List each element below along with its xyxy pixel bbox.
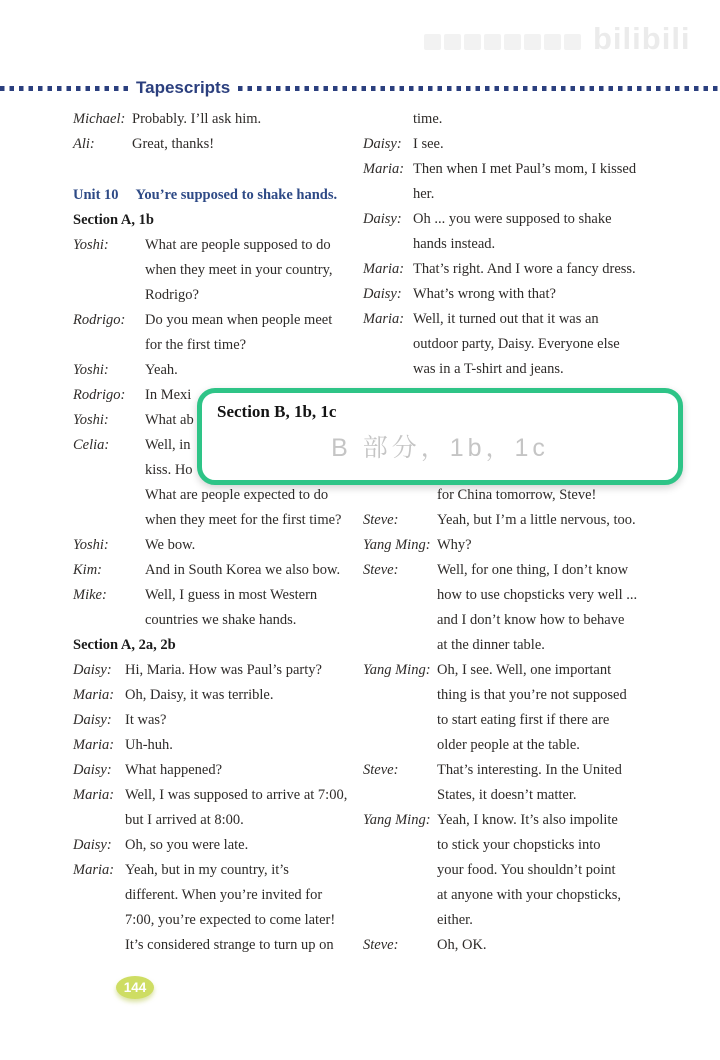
dialogue-line: Do you mean when people meet — [145, 312, 333, 328]
dialogue-row — [363, 107, 708, 132]
dialogue-row — [73, 558, 373, 583]
speaker-name: Steve: — [363, 937, 399, 953]
dialogue-lines — [145, 533, 373, 558]
dialogue-line: thing is that you’re not supposed — [437, 687, 627, 703]
dialogue-row — [363, 508, 708, 533]
unit-header — [73, 183, 373, 208]
speaker-name: Maria: — [363, 261, 405, 277]
dialogue-line: Why? — [437, 537, 472, 553]
dialogue-line: your food. You shouldn’t point — [437, 862, 616, 878]
dialogue-row — [363, 933, 708, 958]
dialogue-line: 7:00, you’re expected to come later! — [125, 912, 336, 928]
dialogue-line: Uh-huh. — [125, 737, 173, 753]
dialogue-lines — [413, 107, 708, 132]
dialogue-lines — [132, 107, 373, 132]
speaker-name: Yang Ming: — [363, 812, 431, 828]
dialogue-lines — [125, 708, 373, 733]
speaker-name: Daisy: — [73, 837, 112, 853]
speaker-name: Yoshi: — [73, 412, 109, 428]
speaker-name: Yang Ming: — [363, 662, 431, 678]
dialogue-line: Well, I guess in most Western — [145, 587, 318, 603]
watermark-blur-blocks — [424, 34, 581, 50]
speaker-name: Daisy: — [363, 136, 402, 152]
dotted-line-right — [238, 86, 720, 91]
dialogue-row — [73, 583, 373, 633]
dialogue-lines — [437, 808, 708, 933]
dialogue-row — [363, 483, 708, 508]
watermark — [424, 21, 691, 57]
dialogue-line: That’s interesting. In the United — [437, 762, 622, 778]
popup-title: Section B, 1b, 1c — [217, 402, 337, 421]
dialogue-line: I see. — [413, 136, 444, 152]
dialogue-row — [73, 833, 373, 858]
dialogue-row — [363, 157, 708, 207]
popup-card — [197, 388, 683, 485]
left-column — [73, 107, 373, 958]
dialogue-row — [363, 132, 708, 157]
dialogue-line: What ab — [145, 412, 194, 428]
dialogue-lines — [145, 308, 373, 358]
dialogue-line: Oh, so you were late. — [125, 837, 249, 853]
speaker-name: Celia: — [73, 437, 110, 453]
dialogue-lines — [413, 157, 708, 207]
dialogue-lines — [125, 758, 373, 783]
speaker-name: Steve: — [363, 562, 399, 578]
dialogue-row — [73, 358, 373, 383]
speaker-name — [363, 483, 437, 508]
dialogue-line: Oh, I see. Well, one important — [437, 662, 612, 678]
speaker-name — [363, 107, 413, 132]
dialogue-lines — [413, 207, 708, 257]
speaker-name: Maria: — [73, 737, 115, 753]
section-header: Section A, 1b — [73, 212, 154, 228]
watermark-glyph-block — [544, 34, 561, 50]
speaker-name: Maria: — [73, 862, 115, 878]
dialogue-line: either. — [437, 912, 473, 928]
dialogue-row — [73, 233, 373, 308]
dialogue-lines — [125, 833, 373, 858]
dialogue-line: Then when I met Paul’s mom, I kissed — [413, 161, 637, 177]
dialogue-row — [73, 308, 373, 358]
speaker-name: Maria: — [73, 787, 115, 803]
dialogue-lines — [145, 583, 373, 633]
dialogue-line: but I arrived at 8:00. — [125, 812, 244, 828]
dialogue-line: when they meet for the first time? — [145, 512, 342, 528]
speaker-name: Mike: — [73, 587, 107, 603]
dialogue-row — [73, 658, 373, 683]
dialogue-lines — [413, 307, 708, 382]
speaker-name: Maria: — [363, 161, 405, 177]
dialogue-line: Oh, Daisy, it was terrible. — [125, 687, 274, 703]
dialogue-line: when they meet in your country, — [145, 262, 333, 278]
dialogue-line: at anyone with your chopsticks, — [437, 887, 622, 903]
speaker-name: Steve: — [363, 762, 399, 778]
speaker-name: Ali: — [73, 136, 95, 152]
dialogue-line: and I don’t know how to behave — [437, 612, 625, 628]
dialogue-line: Probably. I’ll ask him. — [132, 111, 262, 127]
dialogue-row — [73, 858, 373, 958]
dialogue-line: Well, for one thing, I don’t know — [437, 562, 629, 578]
speaker-name: Steve: — [363, 512, 399, 528]
dialogue-line: Yeah, but I’m a little nervous, too. — [437, 512, 636, 528]
dialogue-row — [363, 808, 708, 933]
dialogue-lines — [132, 132, 373, 157]
dialogue-line: Well, in — [145, 437, 191, 453]
dialogue-line: hands instead. — [413, 236, 496, 252]
dialogue-lines — [125, 733, 373, 758]
dialogue-lines — [125, 858, 373, 958]
dialogue-line: Well, it turned out that it was an — [413, 311, 599, 327]
dialogue-row — [73, 132, 373, 157]
dialogue-line: how to use chopsticks very well ... — [437, 587, 638, 603]
dialogue-line: to start eating first if there are — [437, 712, 610, 728]
dialogue-lines — [413, 257, 708, 282]
dialogue-line: States, it doesn’t matter. — [437, 787, 577, 803]
dialogue-line: to stick your chopsticks into — [437, 837, 601, 853]
dialogue-line: Oh, OK. — [437, 937, 487, 953]
dialogue-line: outdoor party, Daisy. Everyone else — [413, 336, 620, 352]
watermark-glyph-block — [564, 34, 581, 50]
dialogue-lines — [437, 558, 708, 658]
dialogue-row — [73, 783, 373, 833]
dialogue-lines — [437, 758, 708, 808]
dialogue-lines — [437, 533, 708, 558]
speaker-name: Daisy: — [363, 286, 402, 302]
tapescripts-heading: Tapescripts — [136, 78, 231, 97]
dialogue-line: different. When you’re invited for — [125, 887, 323, 903]
watermark-glyph-block — [464, 34, 481, 50]
page-number-badge: 144 — [116, 976, 154, 999]
dialogue-row — [73, 758, 373, 783]
dialogue-lines — [125, 683, 373, 708]
dialogue-line: Yeah. — [145, 362, 178, 378]
unit-number: Unit 10 — [73, 187, 119, 203]
speaker-name: Rodrigo: — [73, 312, 126, 328]
dialogue-line: for China tomorrow, Steve! — [437, 487, 597, 503]
dialogue-row — [363, 307, 708, 382]
dialogue-lines — [145, 358, 373, 383]
dialogue-row — [363, 257, 708, 282]
speaker-name: Daisy: — [363, 211, 402, 227]
dialogue-line: was in a T-shirt and jeans. — [413, 361, 564, 377]
watermark-glyph-block — [524, 34, 541, 50]
speaker-name: Kim: — [73, 562, 102, 578]
dialogue-row — [363, 282, 708, 307]
speaker-name: Daisy: — [73, 712, 112, 728]
dialogue-lines — [437, 508, 708, 533]
dialogue-line: Great, thanks! — [132, 136, 215, 152]
speaker-name: Maria: — [363, 311, 405, 327]
watermark-glyph-block — [444, 34, 461, 50]
bilibili-watermark-logo: bilibili — [593, 21, 691, 56]
tapescripts-rule — [0, 80, 720, 96]
dialogue-row — [73, 733, 373, 758]
dialogue-line: What are people supposed to do — [145, 237, 331, 253]
speaker-name: Yoshi: — [73, 362, 109, 378]
dialogue-lines — [437, 933, 708, 958]
unit-title: You’re supposed to shake hands. — [135, 187, 338, 203]
speaker-name: Yoshi: — [73, 537, 109, 553]
speaker-name: Yoshi: — [73, 237, 109, 253]
dialogue-line: Yeah, but in my country, it’s — [125, 862, 289, 878]
speaker-name: Michael: — [73, 111, 126, 127]
dialogue-line: What’s wrong with that? — [413, 286, 556, 302]
speaker-name: Maria: — [73, 687, 115, 703]
dialogue-line: for the first time? — [145, 337, 247, 353]
dialogue-line: her. — [413, 186, 435, 202]
dialogue-row — [73, 708, 373, 733]
dialogue-line: What are people expected to do — [145, 487, 329, 503]
right-column — [363, 107, 708, 958]
dialogue-row — [363, 533, 708, 558]
dialogue-lines — [437, 483, 708, 508]
dialogue-line: kiss. Ho — [145, 462, 193, 478]
watermark-glyph-block — [484, 34, 501, 50]
dialogue-lines — [145, 558, 373, 583]
dialogue-line: In Mexi — [145, 387, 192, 403]
speaker-name: Rodrigo: — [73, 387, 126, 403]
dialogue-line: Yeah, I know. It’s also impolite — [437, 812, 618, 828]
dialogue-line: Hi, Maria. How was Paul’s party? — [125, 662, 322, 678]
dialogue-line: Well, I was supposed to arrive at 7:00, — [125, 787, 348, 803]
dotted-line-left — [0, 86, 128, 91]
dialogue-line: That’s right. And I wore a fancy dress. — [413, 261, 636, 277]
dialogue-line: And in South Korea we also bow. — [145, 562, 341, 578]
dialogue-line: time. — [413, 111, 443, 127]
dialogue-row — [73, 683, 373, 708]
section-header: Section A, 2a, 2b — [73, 637, 176, 653]
dialogue-row — [363, 207, 708, 257]
dialogue-row — [73, 107, 373, 132]
dialogue-line: What happened? — [125, 762, 223, 778]
dialogue-lines — [125, 783, 373, 833]
popup-subtitle-chinese: B 部分，1b，1c — [331, 434, 549, 462]
dialogue-line: countries we shake hands. — [145, 612, 297, 628]
watermark-glyph-block — [424, 34, 441, 50]
dialogue-line: Oh ... you were supposed to shake — [413, 211, 612, 227]
dialogue-line: Rodrigo? — [145, 287, 199, 303]
dialogue-line: older people at the table. — [437, 737, 580, 753]
speaker-name: Daisy: — [73, 762, 112, 778]
watermark-glyph-block — [504, 34, 521, 50]
dialogue-line: It’s considered strange to turn up on — [125, 937, 334, 953]
dialogue-row — [363, 658, 708, 758]
dialogue-lines — [145, 233, 373, 308]
dialogue-lines — [125, 658, 373, 683]
dialogue-row — [363, 558, 708, 658]
dialogue-row — [363, 758, 708, 808]
dialogue-line: at the dinner table. — [437, 637, 545, 653]
dialogue-lines — [437, 658, 708, 758]
speaker-name: Yang Ming: — [363, 537, 431, 553]
dialogue-lines — [413, 132, 708, 157]
dialogue-line: We bow. — [145, 537, 196, 553]
speaker-name: Daisy: — [73, 662, 112, 678]
dialogue-lines — [413, 282, 708, 307]
dialogue-line: It was? — [125, 712, 167, 728]
dialogue-row — [73, 533, 373, 558]
